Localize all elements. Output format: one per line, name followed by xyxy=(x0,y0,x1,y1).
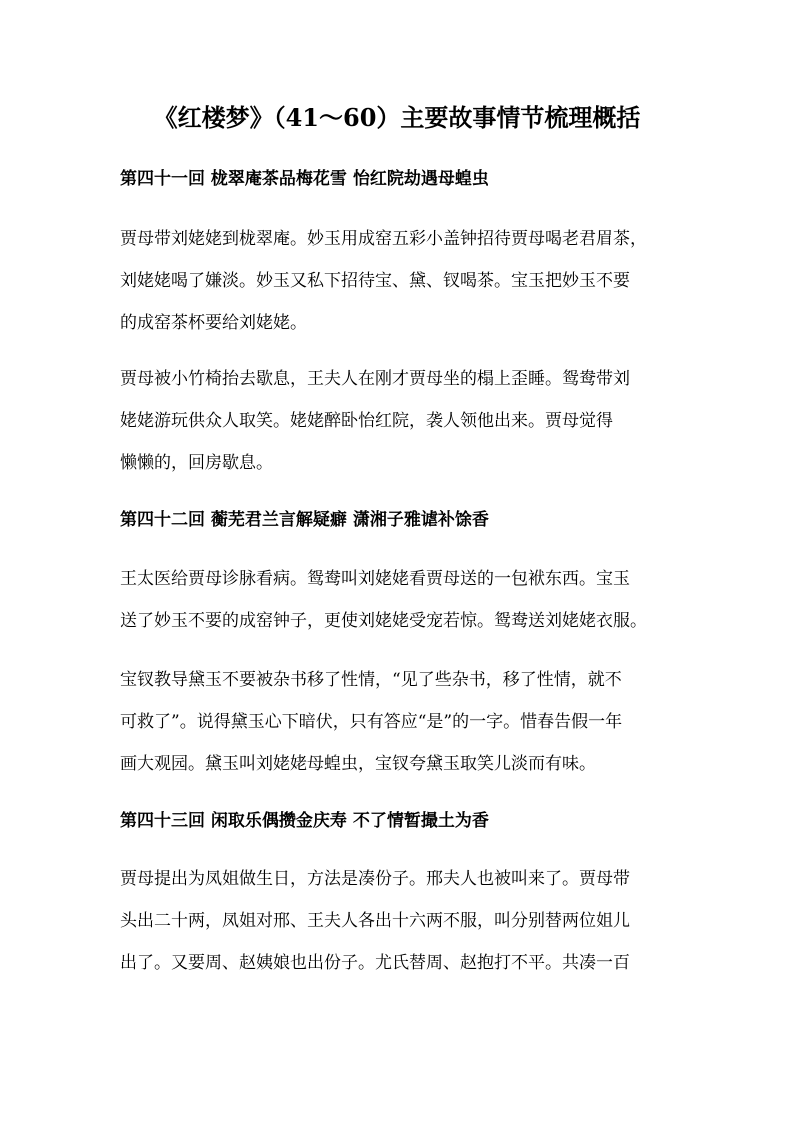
paragraph-line: 头出二十两，凤姐对邢、王夫人各出十六两不服，叫分别替两位姐儿 xyxy=(120,911,630,931)
paragraph-line: 王太医给贾母诊脉看病。鸳鸯叫刘姥姥看贾母送的一包袱东西。宝玉 xyxy=(120,569,630,589)
paragraph-line: 贾母被小竹椅抬去歇息，王夫人在刚才贾母坐的榻上歪睡。鸳鸯带刘 xyxy=(120,369,630,389)
paragraph-line: 姥姥游玩供众人取笑。姥姥醉卧怡红院，袭人领他出来。贾母觉得 xyxy=(120,411,613,431)
paragraph-line: 出了。又要周、赵姨娘也出份子。尤氏替周、赵抱打不平。共凑一百 xyxy=(120,953,630,973)
paragraph-line: 宝钗教导黛玉不要被杂书移了性情，“见了些杂书，移了性情，就不 xyxy=(120,670,622,690)
chapter-heading-41: 第四十一回 栊翠庵茶品梅花雪 怡红院劫遇母蝗虫 xyxy=(120,169,489,189)
chapter-heading-43: 第四十三回 闲取乐偶攒金庆寿 不了情暂撮土为香 xyxy=(120,811,489,831)
paragraph-line: 贾母提出为凤姐做生日，方法是凑份子。邢夫人也被叫来了。贾母带 xyxy=(120,869,630,889)
paragraph-line: 送了妙玉不要的成窑钟子，更使刘姥姥受宠若惊。鸳鸯送刘姥姥衣服。 xyxy=(120,611,647,631)
document-title: 《红楼梦》（41～60）主要故事情节梳理概括 xyxy=(153,103,641,132)
paragraph-line: 画大观园。黛玉叫刘姥姥母蝗虫，宝钗夸黛玉取笑儿淡而有味。 xyxy=(120,754,596,774)
paragraph-line: 懒懒的，回房歇息。 xyxy=(120,453,273,473)
paragraph-line: 可救了”。说得黛玉心下暗伏，只有答应“是”的一字。惜春告假一年 xyxy=(120,712,623,732)
paragraph-line: 贾母带刘姥姥到栊翠庵。妙玉用成窑五彩小盖钟招待贾母喝老君眉茶， xyxy=(120,229,647,249)
chapter-heading-42: 第四十二回 蘅芜君兰言解疑癖 潇湘子雅谑补馀香 xyxy=(120,510,489,530)
paragraph-line: 的成窑茶杯要给刘姥姥。 xyxy=(120,313,307,333)
paragraph-line: 刘姥姥喝了嫌淡。妙玉又私下招待宝、黛、钗喝茶。宝玉把妙玉不要 xyxy=(120,271,630,291)
